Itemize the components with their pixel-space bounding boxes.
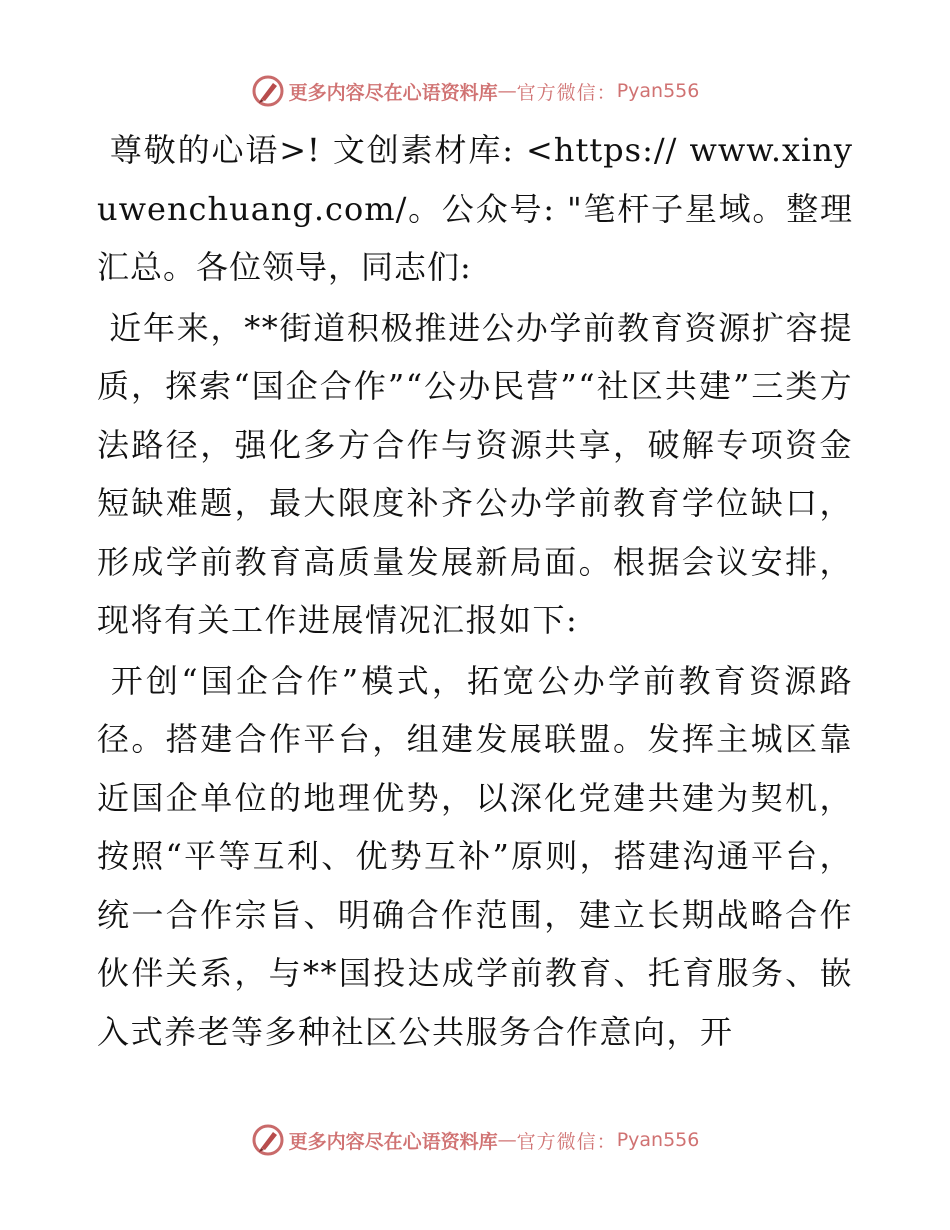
pen-logo-icon bbox=[251, 74, 285, 108]
watermark-separator: — bbox=[497, 1129, 517, 1151]
watermark-label: 官方微信： bbox=[516, 81, 617, 104]
watermark-main-text: 更多内容尽在心语资料库 bbox=[288, 81, 498, 104]
watermark-label: 官方微信： bbox=[516, 1130, 617, 1153]
watermark-wechat-id: Pyan556 bbox=[616, 1129, 700, 1151]
watermark-separator: — bbox=[497, 80, 517, 102]
header-watermark bbox=[0, 71, 950, 111]
watermark-wechat-id: Pyan556 bbox=[616, 80, 700, 102]
paragraph-intro: 近年来，**街道积极推进公办学前教育资源扩容提质，探索“国企合作”“公办民营”“社区共建”三类方法路径，强化多方合作与资源共享，破解专项资金短缺难题，最大限度补齐公办学前教育学位缺口，形成学前教育高质量发展新局面。根据会议安排，现将有关工作进展情况汇报如下: bbox=[97, 308, 853, 639]
watermark-main-text: 更多内容尽在心语资料库 bbox=[288, 1130, 498, 1153]
paragraph-greeting: 尊敬的心语>! 文创素材库: <https:// www.xinyuwenchuang.com/。公众号: "笔杆子星域。整理汇总。各位领导，同志们: bbox=[97, 131, 853, 286]
footer-watermark bbox=[0, 1120, 950, 1160]
pen-logo-icon bbox=[251, 1123, 285, 1157]
paragraph-state-enterprise: 开创“国企合作”模式，拓宽公办学前教育资源路径。搭建合作平台，组建发展联盟。发挥主城区靠近国企单位的地理优势，以深化党建共建为契机，按照“平等互利、优势互补”原则，搭建沟通平台，统一合作宗旨、明确合作范围，建立长期战略合作伙伴关系，与**国投达成学前教育、托育服务、嵌入式养老等多种社区公共服务合作意向，开 bbox=[97, 661, 853, 1051]
document-body bbox=[97, 121, 853, 1063]
